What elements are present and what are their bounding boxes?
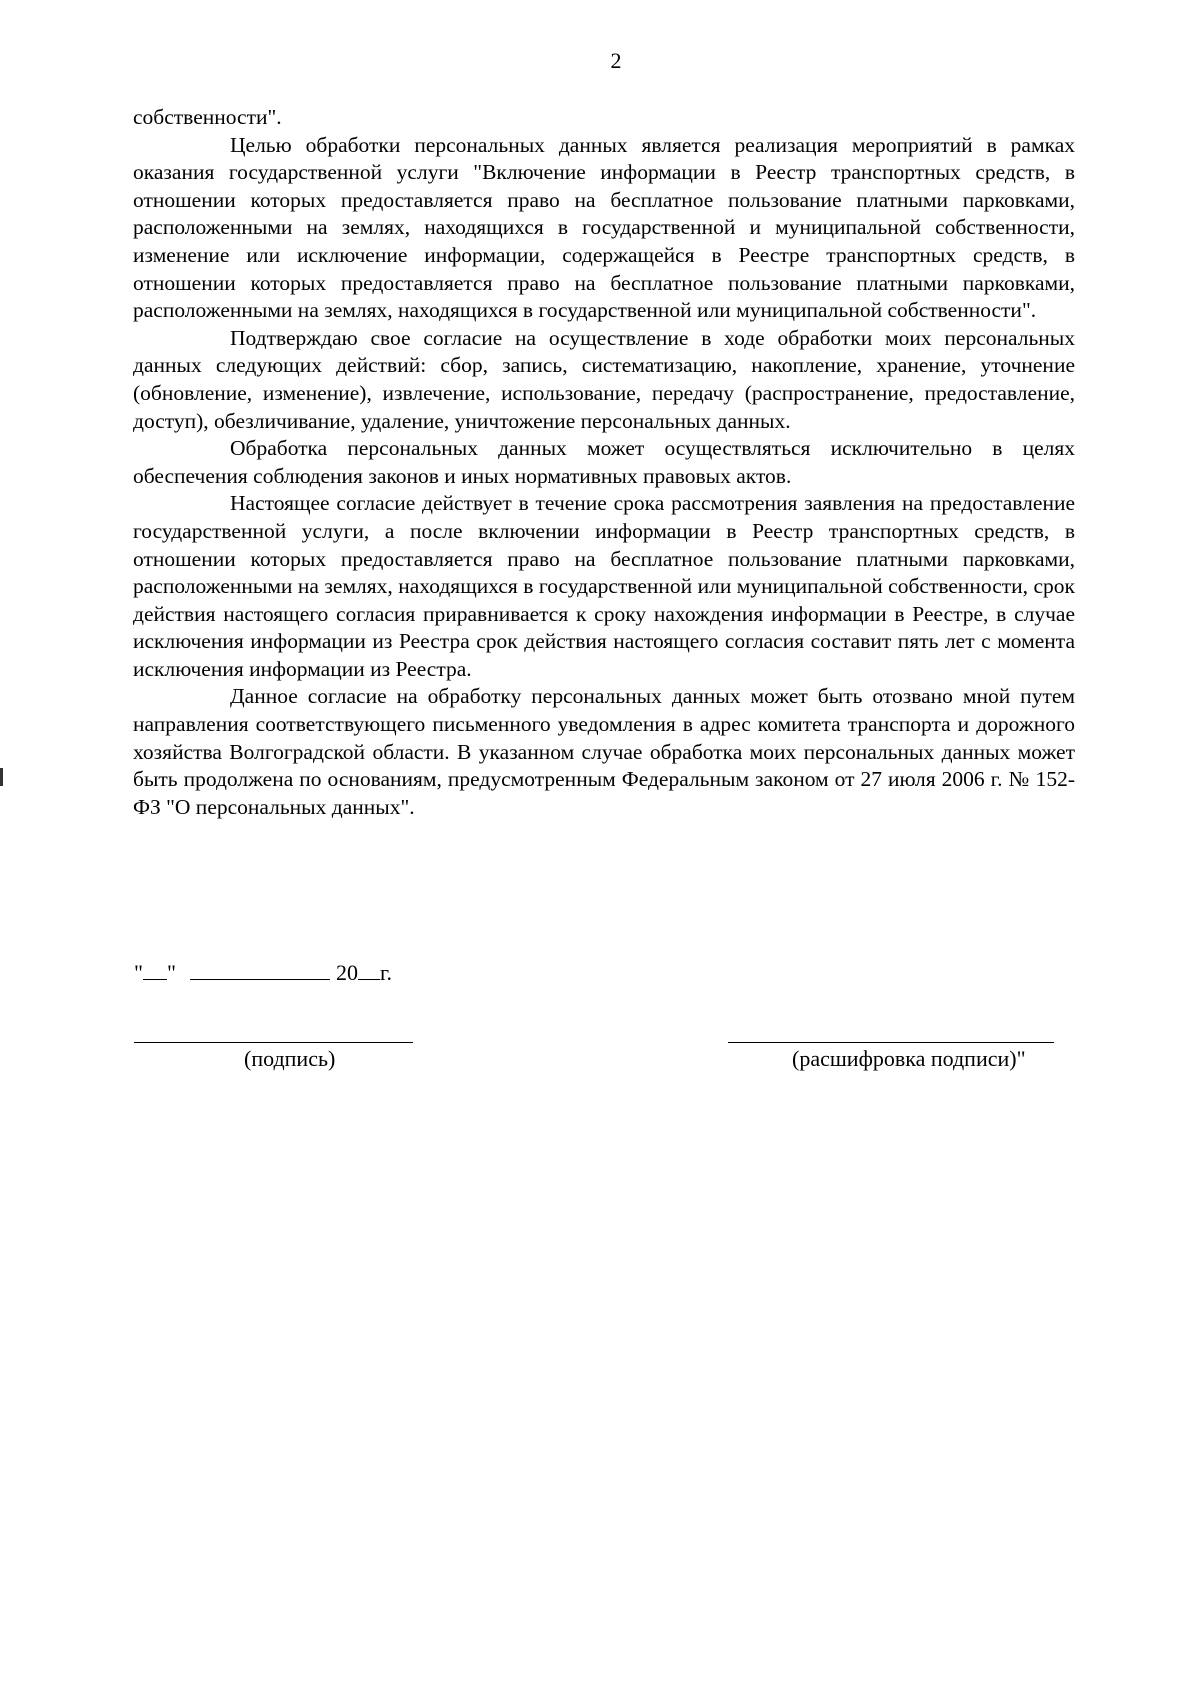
signature-transcript-caption: (расшифровка подписи)"	[792, 1046, 1026, 1071]
consent-body	[133, 104, 1075, 821]
year-suffix: г.	[379, 960, 393, 985]
signature-transcript-line	[728, 1042, 1054, 1043]
scan-edge-mark	[0, 768, 3, 786]
paragraph-validity: Настоящее согласие действует в течение срока рассмотрения заявления на предоставление государственной услуги, а после включении информации в Реестр транспортных средств, в отношении которых предоставляется право на бесплатное пользование платными парковками, расположенными на землях, находящихся в государственной или муниципальной собственности, срок действия настоящего согласия приравнивается к сроку нахождения информации в Реестре, в случае исключения информации из Реестра срок действия настоящего согласия составит пять лет с момента исключения информации из Реестра.	[133, 491, 1075, 681]
year-blank	[358, 961, 380, 980]
paragraph-continuation: собственности".	[133, 105, 282, 129]
paragraph-revocation: Данное согласие на обработку персональных данных может быть отозвано мной путем направления соответствующего письменного уведомления в адрес комитета транспорта и дорожного хозяйства Волгоградской области. В указанном случае обработка моих персональных данных может быть продолжена по основаниям, предусмотренным Федеральным законом от 27 июля 2006 г. № 152-ФЗ "О персональных данных".	[133, 684, 1075, 819]
date-open-quote: "	[134, 960, 143, 985]
date-close-quote: "	[166, 960, 176, 985]
paragraph-processing-goal: Обработка персональных данных может осуществляться исключительно в целях обеспечения соблюдения законов и иных нормативных правовых актов.	[133, 436, 1075, 488]
signature-caption: (подпись)	[244, 1046, 336, 1071]
signature-line	[134, 1042, 413, 1043]
month-blank	[190, 961, 330, 980]
day-blank	[143, 961, 167, 980]
paragraph-actions: Подтверждаю свое согласие на осуществление в ходе обработки моих персональных данных следующих действий: сбор, запись, систематизацию, накопление, хранение, уточнение (обновление, изменение), извлечение, использование, передачу (распространение, предоставление, доступ), обезличивание, удаление, уничтожение персональных данных.	[133, 325, 1075, 433]
page-number: 2	[610, 48, 622, 73]
year-prefix: 20	[335, 960, 358, 985]
date-field	[134, 960, 392, 986]
paragraph-purpose: Целью обработки персональных данных является реализация мероприятий в рамках оказания государственной услуги "Включение информации в Реестр транспортных средств, в отношении которых предоставляется право на бесплатное пользование платными парковками, расположенными на землях, находящихся в государственной и муниципальной собственности, изменение или исключение информации, содержащейся в Реестре транспортных средств, в отношении которых предоставляется право на бесплатное пользование платными парковками, расположенными на землях, находящихся в государственной или муниципальной собственности".	[133, 132, 1075, 323]
